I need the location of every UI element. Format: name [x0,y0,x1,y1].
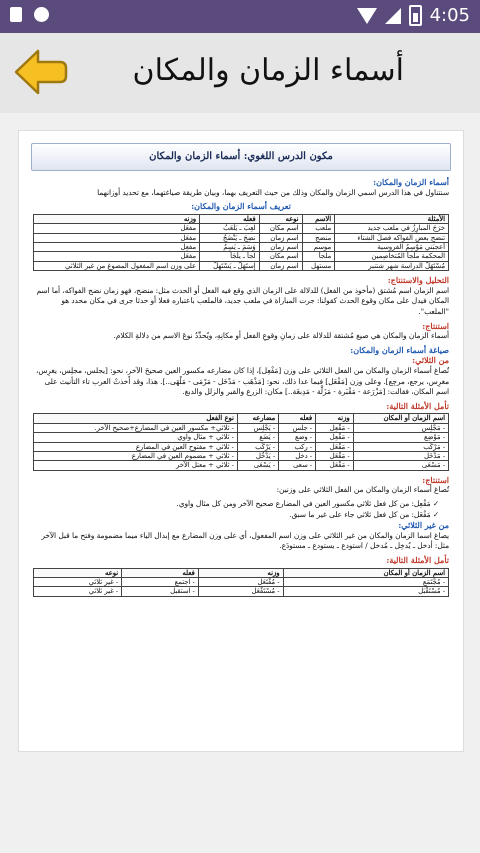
table-cell: - مُسْتَفْعَل [198,587,283,596]
status-time: 4:05 [429,5,470,26]
table-header: اسم الزمان أو المكان [283,568,448,577]
table-cell: - مَسْعَى [353,461,448,470]
table-cell: - مَدْخَل [353,451,448,460]
table-row [34,451,449,460]
table-cell: المحكمة ملْجأ المُتخاصِمين [335,252,449,261]
table-cell: مفعَل [34,252,200,261]
table-row [34,442,449,451]
forms-table [33,413,449,470]
table-cell: - استقبل [122,587,199,596]
from-three-text: تُصاغ أسماء الزمان والمكان من الفعل الثلاثي على وزن [مَفْعِل]، إذا كان مضارعه مكسور العين صحيحَ الآخر، نحو: [يجلس، مجلِس، يغرِس، مغرِس، يرجع، مرجِع]. وعلى وزن [مَفْعَل] فيما عدا ذلك، نحو: [مَذْهَب - مَدْخَل - مَرْمَى - مَلْهَى..]. هذا، وقد أَخذتْ العرب تاء التأنيث على اسم المكان، فقالت: [مَزْرَعة - مَقْبَرة - مَزَلَّة - مَدِبغَة..] مكان: الزرع والقبر والزلل والدبغ. [36,365,449,397]
table-row [34,233,449,242]
table-row [34,252,449,261]
formation-heading: صياغة أسماء الزمان والمكان: [350,344,449,355]
table-cell: - وضع [279,433,316,442]
table-cell: اسم زمان [259,233,302,242]
table-cell: أعجبَني مَوْسِمُ الفروسية [335,243,449,252]
table-cell: - ركب [279,442,316,451]
table-cell: وَسَمَ ـ يَسِمُ [200,243,260,252]
back-button[interactable] [12,47,68,97]
from-three-heading: من الثلاثي: [412,355,449,366]
table-cell: - يَجْلِس [237,423,278,432]
table-cell: - ثلاثي + مفتوح العين في المضارع [34,442,238,451]
table-row [34,261,449,270]
wifi-icon [357,8,377,24]
table-cell: - مَوْضِع [353,433,448,442]
intro-heading: أسماء الزمان والمكان: [373,177,449,187]
table2-heading: تأمل الأمثلة التالية: [386,400,449,411]
table-cell: خرَجَ المبارِزُ في ملعب جديد [335,224,449,233]
table-cell: لجأ ـ يلْجَأُ [200,252,260,261]
table-cell: - مَفْعِل [316,423,354,432]
table-row [34,433,449,442]
table-cell: موسم [302,243,335,252]
table-cell: - يَضَع [237,433,278,442]
analysis-text: اسم الزمان اسم مُشتق (مأخوذ من الفعل) للدلالة على الزمان الذي وقع فيه الفعل أو الحدث مثل: منضج، فهو زمان نضج الفواكه، أما اسم المكان فيدل على مكان وقوع الحدث كقولنا: جرت المباراة في ملعب جديد، فالملعب باعتباره فعلا أو حدثا جرى في مكان محدد هو "الملعب". [36,285,449,316]
table-cell: - ثلاثي+ مكسور العين في المضارع+صحيح الآخر. [34,423,238,432]
table-header: فعله [279,414,316,423]
table-header: نوعه [34,568,122,577]
table-cell: اسم مكان [259,224,302,233]
table-cell: - يَسْعَى [237,461,278,470]
from-nonthree-text: يصاغ اسما الزمان والمكان من غير الثلاثي على وزن اسم المفعول، أي على وزن المضارع مع إبدال الياء ميما مضمومة وفتح ما قبل الآخر مثل: أدخل ـ يُدخِل ـ مُدخل / استودع ـ يستودع ـ مستودَع. [41,530,449,551]
nonthree-table [33,568,449,597]
battery-icon [409,5,422,26]
table-cell: - سعى [279,461,316,470]
table-header: وزنه [34,214,200,223]
table-cell: مستهل [302,261,335,270]
table-cell: ملعب [302,224,335,233]
table-header: مضارعه [237,414,278,423]
table-row [34,577,449,586]
table-cell: نضِجَ ـ يَنْضَجُ [200,233,260,242]
table-cell: ملجأ [302,252,335,261]
table-cell: - مَفْعَل [316,461,354,470]
table-header: وزنه [198,568,283,577]
table-cell: - يَدْخُل [237,451,278,460]
analysis-heading: التحليل والاستنتاج: [387,275,449,286]
table-cell: - اجتمع [122,577,199,586]
table-header: الاسم [302,214,335,223]
table-row [34,243,449,252]
list-item: ✓ مَفْعَل: من كل فعل ثلاثي جاء على غير ما سبق. [33,510,439,521]
status-bar [0,0,480,33]
notification-icon [10,7,22,22]
app-bar [0,33,480,113]
table-header: وزنه [316,414,354,423]
table-row [34,423,449,432]
table-cell: - ثلاثي + معتل الآخر [34,461,238,470]
table-cell: - مَرْكَب [353,442,448,451]
table-cell: - دخل [279,451,316,460]
table-cell: - مَجْلِس [353,423,448,432]
conclusion1-text: أسماء الزمان والمكان هي صيغ مُشتقة للدلالة على زمانِ وقوعِ الفعل أو مكانِهِ، ويُحدِّدُ نوعَ الاسم من دلالةِ الكلام. [113,331,449,341]
empty-area [0,780,480,853]
examples-table [33,214,449,271]
sync-icon [34,7,49,22]
table-cell: - مُجْتَمَع [283,577,448,586]
table-header: نوعه [259,214,302,223]
table-cell: تنضج بعض الفواكه فصلَ الشتاء [335,233,449,242]
table-cell: اسم مكان [259,252,302,261]
table-header: نوع الفعل [34,414,238,423]
table-cell: مفعِل [34,243,200,252]
table-cell: - ثلاثي + مضموم العين في المضارع [34,451,238,460]
conclusion2-list [33,499,449,520]
table-row [34,587,449,596]
table-cell: مُسْتَهَلُّ الدراسة شهر شتنبر [335,261,449,270]
page-title: أسماء الزمان والمكان [132,53,404,88]
conclusion1-heading: استنتاج: [422,320,449,331]
conclusion2-heading: استنتاج: [422,474,449,485]
table-cell: إستَهَلَّ ـ يَسْتَهِلُّ [200,261,260,270]
table-cell: - مَفْعَل [316,442,354,451]
table-cell: - ثلاثي + مثال واوي [34,433,238,442]
table-cell: - مُسْتَقْبَل [283,587,448,596]
table-cell: منضج [302,233,335,242]
table-cell: لعِبَ ـ يَلْعَبُ [200,224,260,233]
table-cell: - مَفْعَل [316,451,354,460]
table-row [34,461,449,470]
table-cell: اسم زمان [259,243,302,252]
arrow-left-icon [12,47,68,97]
list-item: ✓ مَفْعِل: من كل فعل ثلاثي مكسور العين في المضارع صحيح الآخر ومن كل مثال واوي. [33,499,439,510]
signal-icon [385,8,401,24]
definition-heading: تعريف أسماء الزمان والمكان: [191,201,291,212]
table-cell: مفعَل [34,233,200,242]
table-cell: - غير ثلاثي [34,587,122,596]
document-content [19,177,463,597]
document-banner: مكون الدرس اللغوي: أسماء الزمان والمكان [31,143,451,171]
table-header: الأمثلة [335,214,449,223]
table-cell: على وزن اسم المفعول المصوغ من غير الثلاثي [34,261,200,270]
document-page [18,130,464,752]
table-header: فعله [122,568,199,577]
table-cell: - مَفْعِل [316,433,354,442]
table-cell: مفعَل [34,224,200,233]
table3-heading: تأمل الأمثلة التالية: [386,554,449,565]
table-cell: - مُفْتَعَل [198,577,283,586]
table-cell: - يَرْكَب [237,442,278,451]
table-cell: - غير ثلاثي [34,577,122,586]
conclusion2-text: تُصاغ أسماء الزمان والمكان من الفعل الثلاثي على وزنين: [276,485,449,495]
from-nonthree-heading: من غير الثلاثي: [398,520,449,531]
table-cell: - جلس [279,423,316,432]
table-row [34,224,449,233]
intro-text: سنتناول في هذا الدرس اسمي الزمان والمكان وذلك من حيث التعريف بهما، وبيان طريقة صياغتهما، مع تحديد أوزانهما [97,187,449,197]
table-header: فعله [200,214,260,223]
table-cell: اسم زمان [259,261,302,270]
table-header: اسم الزمان أو المكان [353,414,448,423]
